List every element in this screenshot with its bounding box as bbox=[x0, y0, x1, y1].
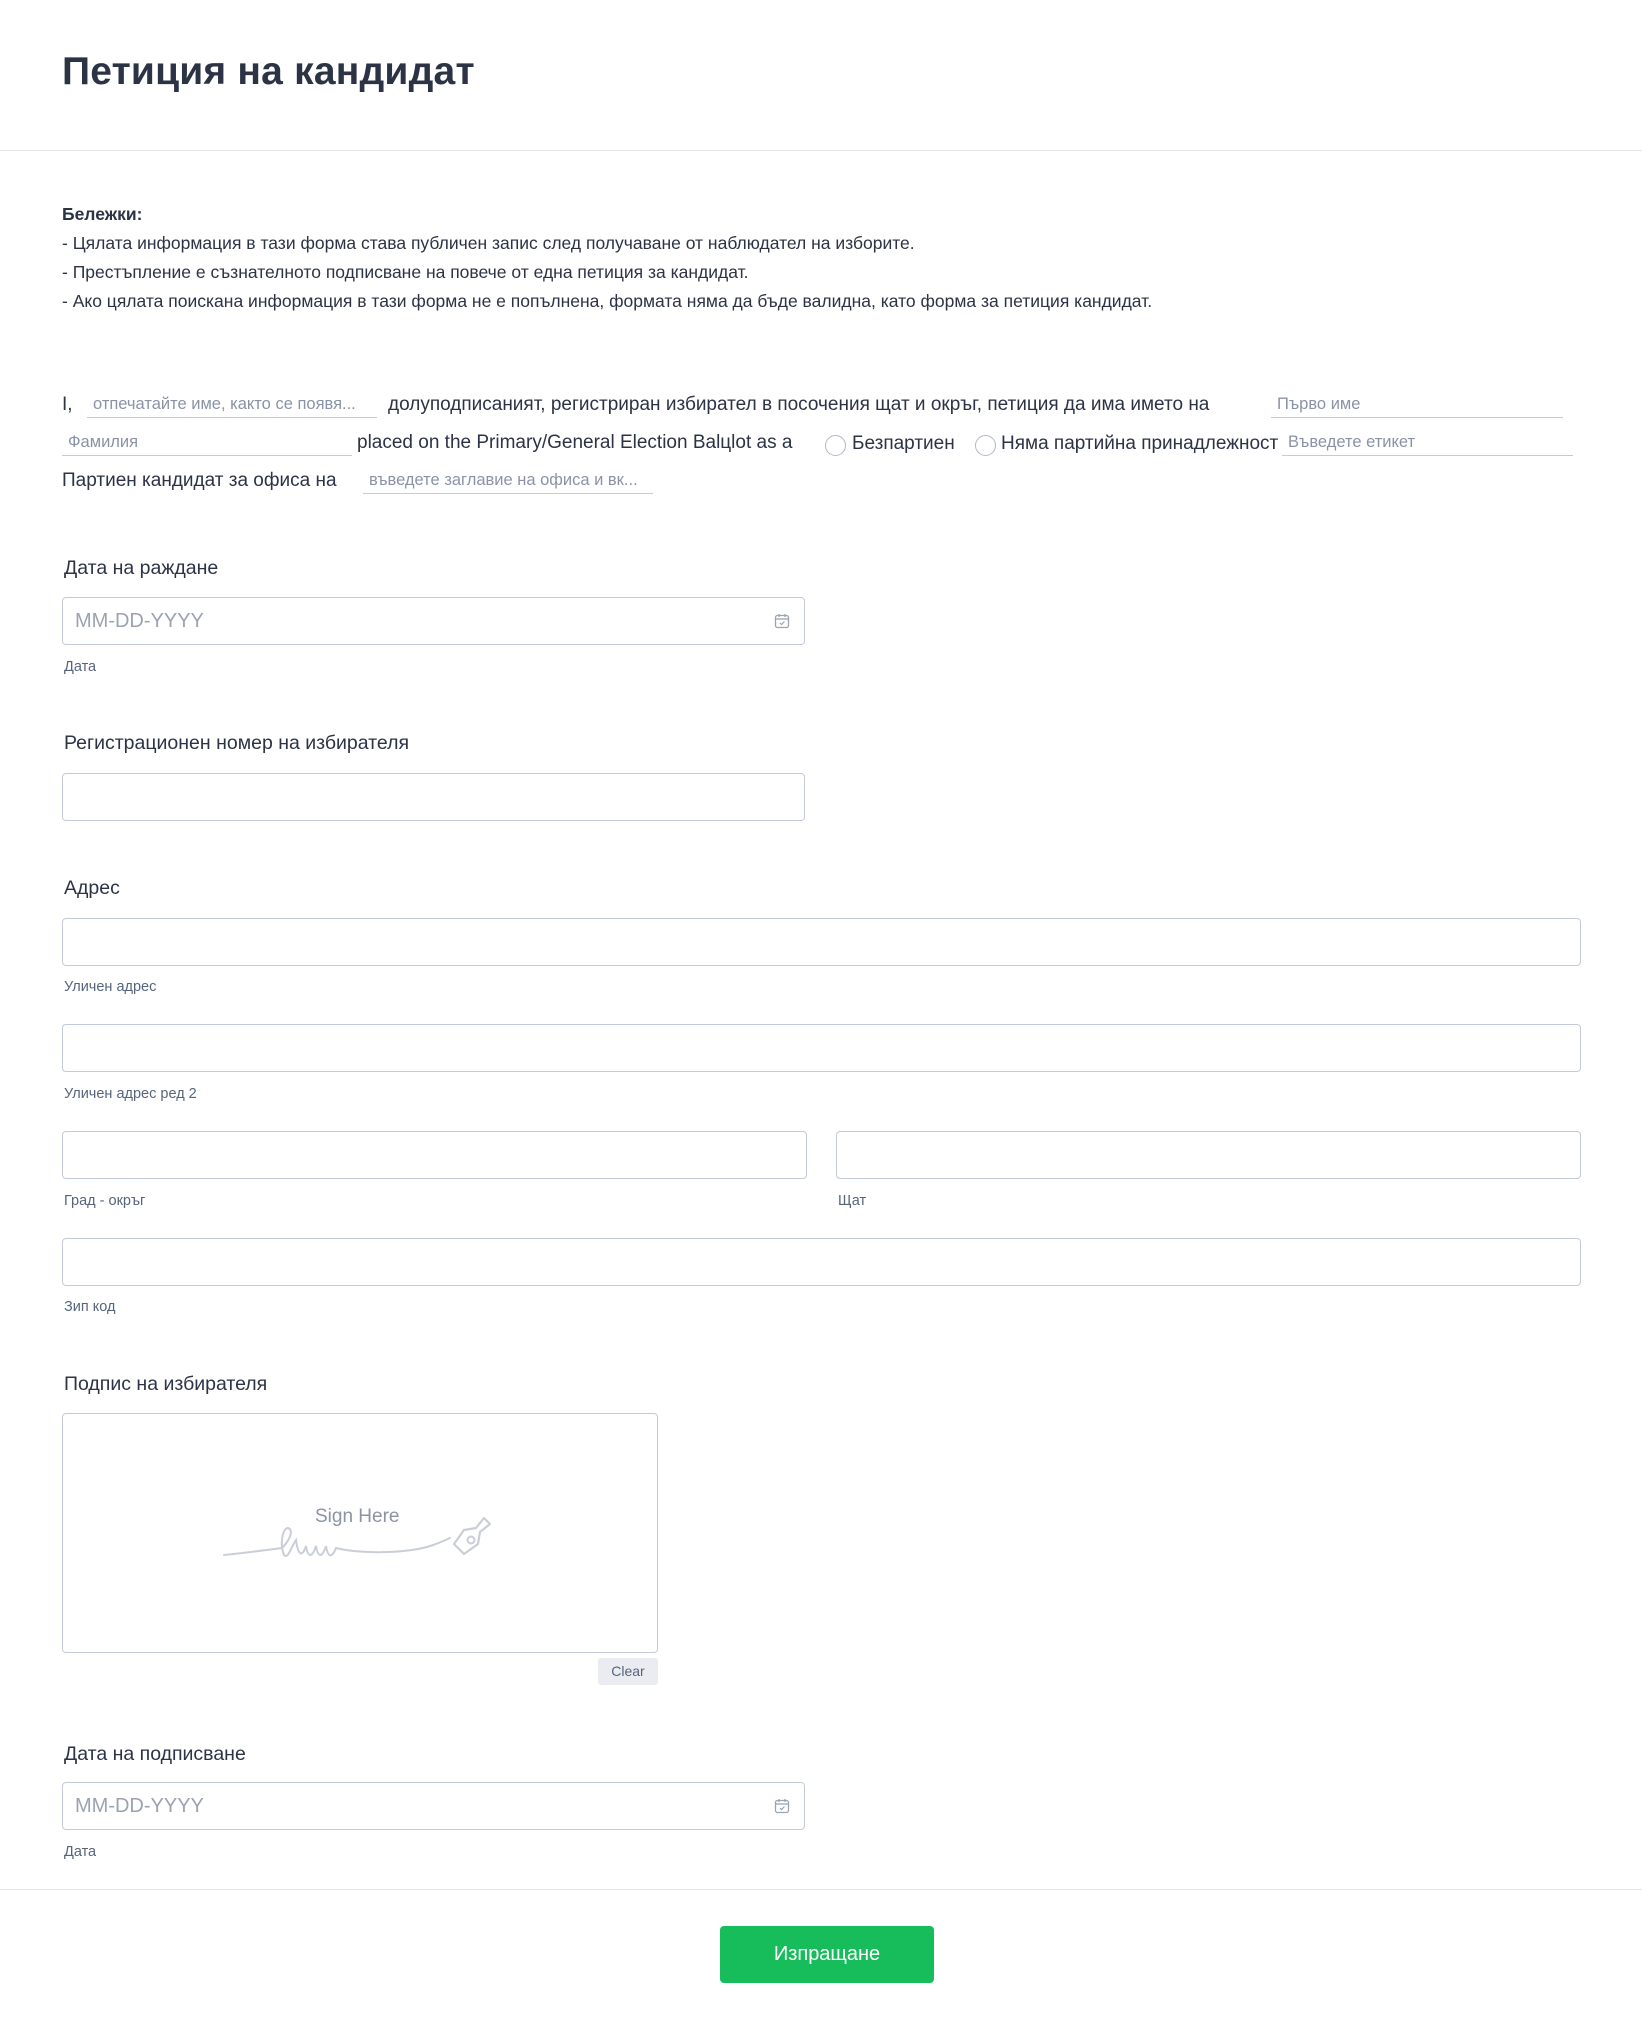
submit-button[interactable]: Изпращане bbox=[720, 1926, 934, 1983]
sign-here-prompt: Sign Here bbox=[315, 1506, 400, 1527]
state-sublabel: Щат bbox=[838, 1193, 867, 1209]
office-text: Партиен кандидат за офиса на bbox=[62, 470, 337, 491]
party-label-input[interactable] bbox=[1282, 430, 1573, 456]
notes-line: - Цялата информация в тази форма става публичен запис след получаване от наблюдател на изборите. bbox=[62, 233, 915, 253]
notes-line: - Престъпление е съзнателното подписване на повече от една петиция за кандидат. bbox=[62, 262, 749, 282]
city-input[interactable] bbox=[62, 1131, 807, 1179]
birth-date-sublabel: Дата bbox=[64, 659, 97, 675]
address-label: Адрес bbox=[64, 877, 120, 899]
radio-no-party[interactable] bbox=[975, 435, 996, 456]
statement-prefix: I, bbox=[62, 394, 73, 415]
signing-date-label: Дата на подписване bbox=[64, 1743, 246, 1765]
voter-reg-input[interactable] bbox=[62, 773, 805, 821]
printed-name-input[interactable] bbox=[87, 392, 377, 418]
signature-squiggle-icon bbox=[222, 1500, 494, 1570]
ballot-text: placed on the Primary/General Election Balцlot as a bbox=[357, 432, 793, 453]
street-address-sublabel: Уличен адрес bbox=[64, 979, 157, 995]
state-input[interactable] bbox=[836, 1131, 1581, 1179]
notes-line: - Ако цялата поискана информация в тази форма не е попълнена, формата няма да бъде валидна, като форма за петиция кандидат. bbox=[62, 291, 1153, 311]
notes-heading: Бележки: bbox=[62, 204, 143, 224]
city-sublabel: Град - окръг bbox=[64, 1193, 146, 1209]
signature-label: Подпис на избирателя bbox=[64, 1373, 268, 1395]
zip-input[interactable] bbox=[62, 1238, 1581, 1286]
notes-block bbox=[62, 200, 1152, 316]
office-input[interactable] bbox=[363, 468, 653, 494]
last-name-input[interactable] bbox=[62, 430, 352, 456]
first-name-input[interactable] bbox=[1271, 392, 1563, 418]
radio-nonpartisan[interactable] bbox=[825, 435, 846, 456]
radio-no-party-label: Няма партийна принадлежност bbox=[1001, 433, 1279, 454]
page-title: Петиция на кандидат bbox=[62, 50, 475, 93]
form-header bbox=[0, 0, 1642, 151]
street-address-input[interactable] bbox=[62, 918, 1581, 966]
signing-date-sublabel: Дата bbox=[64, 1844, 97, 1860]
calendar-icon[interactable] bbox=[774, 1798, 790, 1814]
calendar-icon[interactable] bbox=[774, 613, 790, 629]
birth-date-input[interactable] bbox=[62, 597, 805, 645]
radio-nonpartisan-label: Безпартиен bbox=[852, 433, 955, 454]
clear-signature-button[interactable]: Clear bbox=[598, 1658, 658, 1685]
zip-sublabel: Зип код bbox=[64, 1299, 116, 1315]
voter-reg-label: Регистрационен номер на избирателя bbox=[64, 732, 410, 754]
street-address2-sublabel: Уличен адрес ред 2 bbox=[64, 1086, 197, 1102]
street-address2-input[interactable] bbox=[62, 1024, 1581, 1072]
birth-date-label: Дата на раждане bbox=[64, 557, 219, 579]
signing-date-input[interactable] bbox=[62, 1782, 805, 1830]
statement-middle-text: долуподписаният, регистриран избирател в посочения щат и окръг, петиция да има името на bbox=[388, 394, 1210, 415]
